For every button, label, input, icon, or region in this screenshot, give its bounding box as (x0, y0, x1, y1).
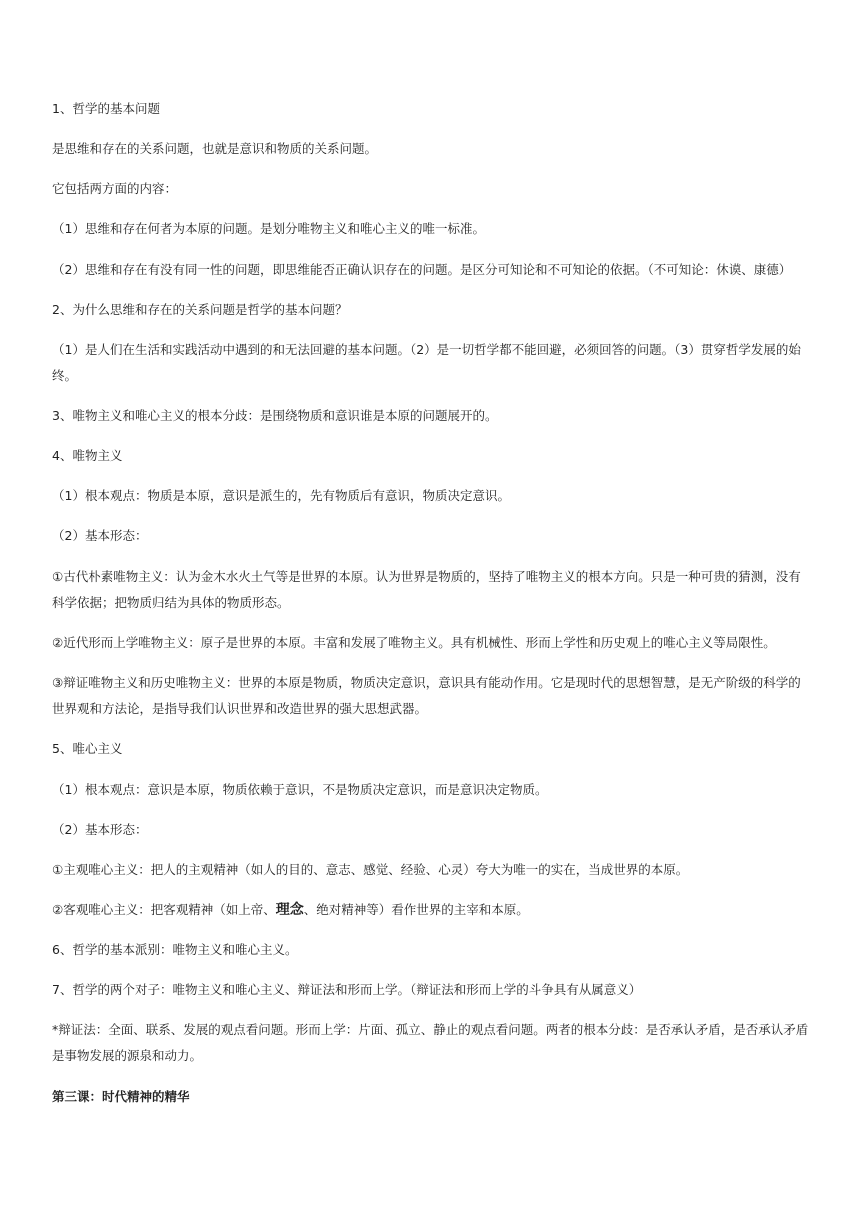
paragraph: *辩证法：全面、联系、发展的观点看问题。形而上学：片面、孤立、静止的观点看问题。两者的根本分歧：是否承认矛盾，是否承认矛盾是事物发展的源泉和动力。 (52, 1022, 809, 1063)
paragraph: （1）思维和存在何者为本原的问题。是划分唯物主义和唯心主义的唯一标准。 (52, 221, 485, 236)
text-run: 、绝对精神等）看作世界的主宰和本原。 (303, 902, 529, 917)
heading-2: 2、为什么思维和存在的关系问题是哲学的基本问题？ (52, 302, 348, 317)
paragraph: ②近代形而上学唯物主义：原子是世界的本原。丰富和发展了唯物主义。具有机械性、形而上学性和历史观上的唯心主义等局限性。 (52, 635, 776, 650)
paragraph: 它包括两方面的内容： (52, 181, 178, 196)
heading-5: 5、唯心主义 (52, 741, 123, 756)
text-run: ②客观唯心主义：把客观精神（如上帝、 (52, 902, 276, 917)
heading-3: 3、唯物主义和唯心主义的根本分歧：是围绕物质和意识谁是本原的问题展开的。 (52, 408, 498, 423)
paragraph: （2）思维和存在有没有同一性的问题，即思维能否正确认识存在的问题。是区分可知论和不可知论的依据。（不可知论：休谟、康德） (52, 262, 792, 277)
paragraph (52, 897, 812, 923)
paragraph: ③辩证唯物主义和历史唯物主义：世界的本原是物质，物质决定意识，意识具有能动作用。它是现时代的思想智慧，是无产阶级的科学的世界观和方法论，是指导我们认识世界和改造世界的强大思想武器。 (52, 675, 801, 716)
lesson-heading: 第三课：时代精神的精华 (52, 1089, 190, 1104)
paragraph: ①主观唯心主义：把人的主观精神（如人的目的、意志、感觉、经验、心灵）夸大为唯一的实在，当成世界的本原。 (52, 862, 689, 877)
paragraph: ①古代朴素唯物主义：认为金木水火土气等是世界的本原。认为世界是物质的，坚持了唯物主义的根本方向。只是一种可贵的猜测，没有科学依据；把物质归结为具体的物质形态。 (52, 569, 801, 610)
heading-4: 4、唯物主义 (52, 448, 123, 463)
paragraph: （1）根本观点：意识是本原，物质依赖于意识，不是物质决定意识，而是意识决定物质。 (52, 782, 548, 797)
heading-6: 6、哲学的基本派别：唯物主义和唯心主义。 (52, 942, 298, 957)
heading-7: 7、哲学的两个对子：唯物主义和唯心主义、辩证法和形而上学。（辩证法和形而上学的斗争具有从属意义） (52, 982, 642, 997)
heading-1: 1、哲学的基本问题 (52, 101, 160, 116)
paragraph: 是思维和存在的关系问题，也就是意识和物质的关系问题。 (52, 141, 378, 156)
paragraph: （2）基本形态： (52, 528, 148, 543)
paragraph: （1）根本观点：物质是本原，意识是派生的，先有物质后有意识，物质决定意识。 (52, 488, 510, 503)
paragraph: （1）是人们在生活和实践活动中遇到的和无法回避的基本问题。（2）是一切哲学都不能回避，必须回答的问题。（3）贯穿哲学发展的始终。 (52, 342, 801, 383)
paragraph: （2）基本形态： (52, 822, 148, 837)
emphasis-text: 理念 (275, 902, 304, 918)
